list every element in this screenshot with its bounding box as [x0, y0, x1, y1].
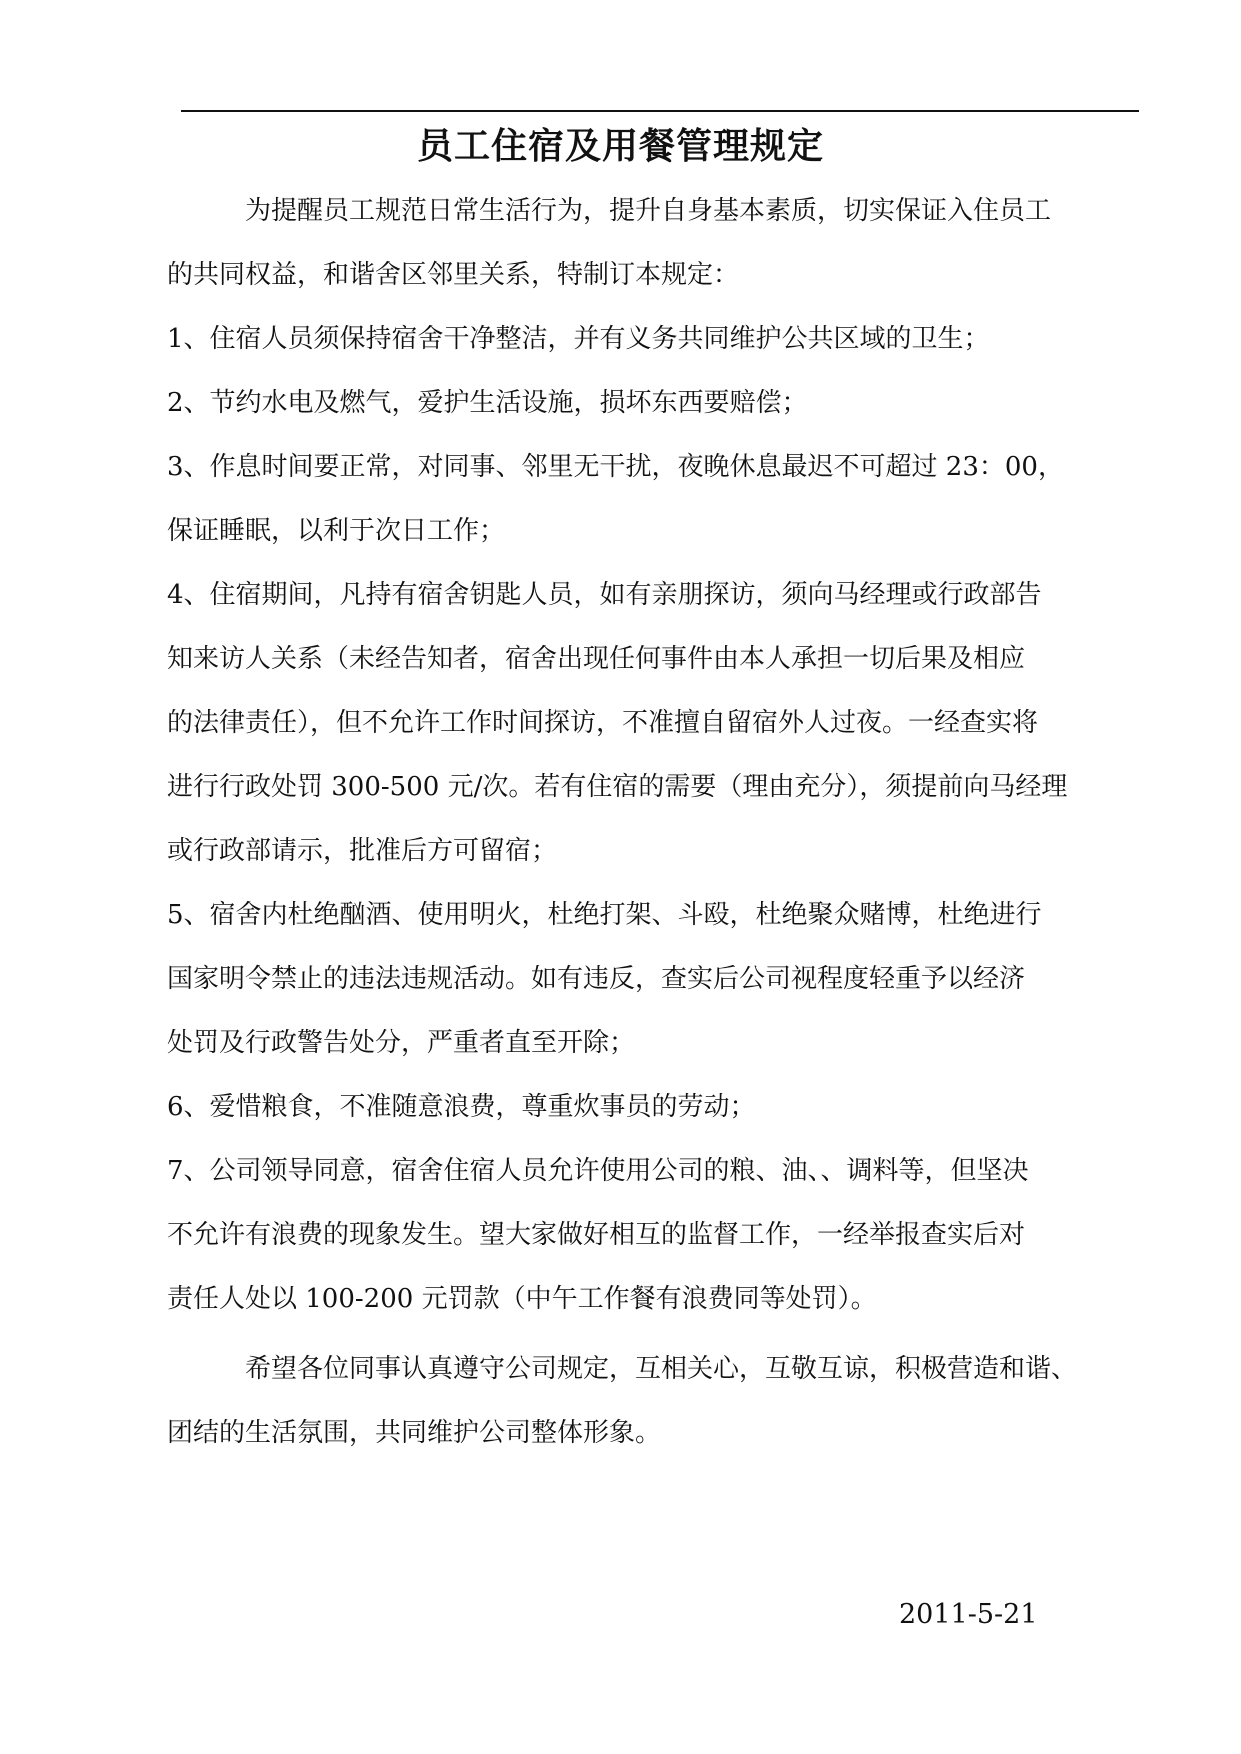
header-rule	[181, 110, 1139, 112]
document-date: 2011-5-21	[899, 1599, 1038, 1630]
rule-7-line-2: 不允许有浪费的现象发生。望大家做好相互的监督工作，一经举报查实后对	[167, 1220, 1026, 1250]
rule-3-line-1: 3、作息时间要正常，对同事、邻里无干扰，夜晚休息最迟不可超过 23：00，	[167, 452, 1064, 482]
rule-4-line-4: 进行行政处罚 300-500 元/次。若有住宿的需要（理由充分），须提前向马经理	[167, 772, 1068, 802]
intro-line-2: 的共同权益，和谐舍区邻里关系，特制订本规定：	[167, 260, 740, 290]
document-title: 员工住宿及用餐管理规定	[416, 125, 824, 167]
rule-2-line-1: 2、节约水电及燃气，爱护生活设施，损坏东西要赔偿；	[167, 388, 808, 418]
closing-line-2: 团结的生活氛围，共同维护公司整体形象。	[167, 1418, 662, 1448]
intro-line-1: 为提醒员工规范日常生活行为，提升自身基本素质，切实保证入住员工	[245, 196, 1052, 226]
rule-5-line-2: 国家明令禁止的违法违规活动。如有违反，查实后公司视程度轻重予以经济	[167, 964, 1026, 994]
rule-4-line-3: 的法律责任），但不允许工作时间探访，不准擅自留宿外人过夜。一经查实将	[167, 708, 1039, 738]
rule-1-line-1: 1、住宿人员须保持宿舍干净整洁，并有义务共同维护公共区域的卫生；	[167, 324, 990, 354]
rule-4-line-1: 4、住宿期间，凡持有宿舍钥匙人员，如有亲朋探访，须向马经理或行政部告	[167, 580, 1042, 610]
rule-3-line-2: 保证睡眠，以利于次日工作；	[167, 516, 506, 546]
rule-6-line-1: 6、爱惜粮食，不准随意浪费，尊重炊事员的劳动；	[167, 1092, 756, 1122]
closing-line-1: 希望各位同事认真遵守公司规定，互相关心，互敬互谅，积极营造和谐、	[245, 1354, 1078, 1384]
rule-7-line-1: 7、公司领导同意，宿舍住宿人员允许使用公司的粮、油、、调料等，但坚决	[167, 1156, 1029, 1186]
rule-7-line-3: 责任人处以 100-200 元罚款（中午工作餐有浪费同等处罚）。	[167, 1284, 877, 1314]
rule-5-line-3: 处罚及行政警告处分，严重者直至开除；	[167, 1028, 636, 1058]
rule-4-line-5: 或行政部请示，批准后方可留宿；	[167, 836, 558, 866]
rule-5-line-1: 5、宿舍内杜绝酗酒、使用明火，杜绝打架、斗殴，杜绝聚众赌博，杜绝进行	[167, 900, 1042, 930]
rule-4-line-2: 知来访人关系（未经告知者，宿舍出现任何事件由本人承担一切后果及相应	[167, 644, 1026, 674]
